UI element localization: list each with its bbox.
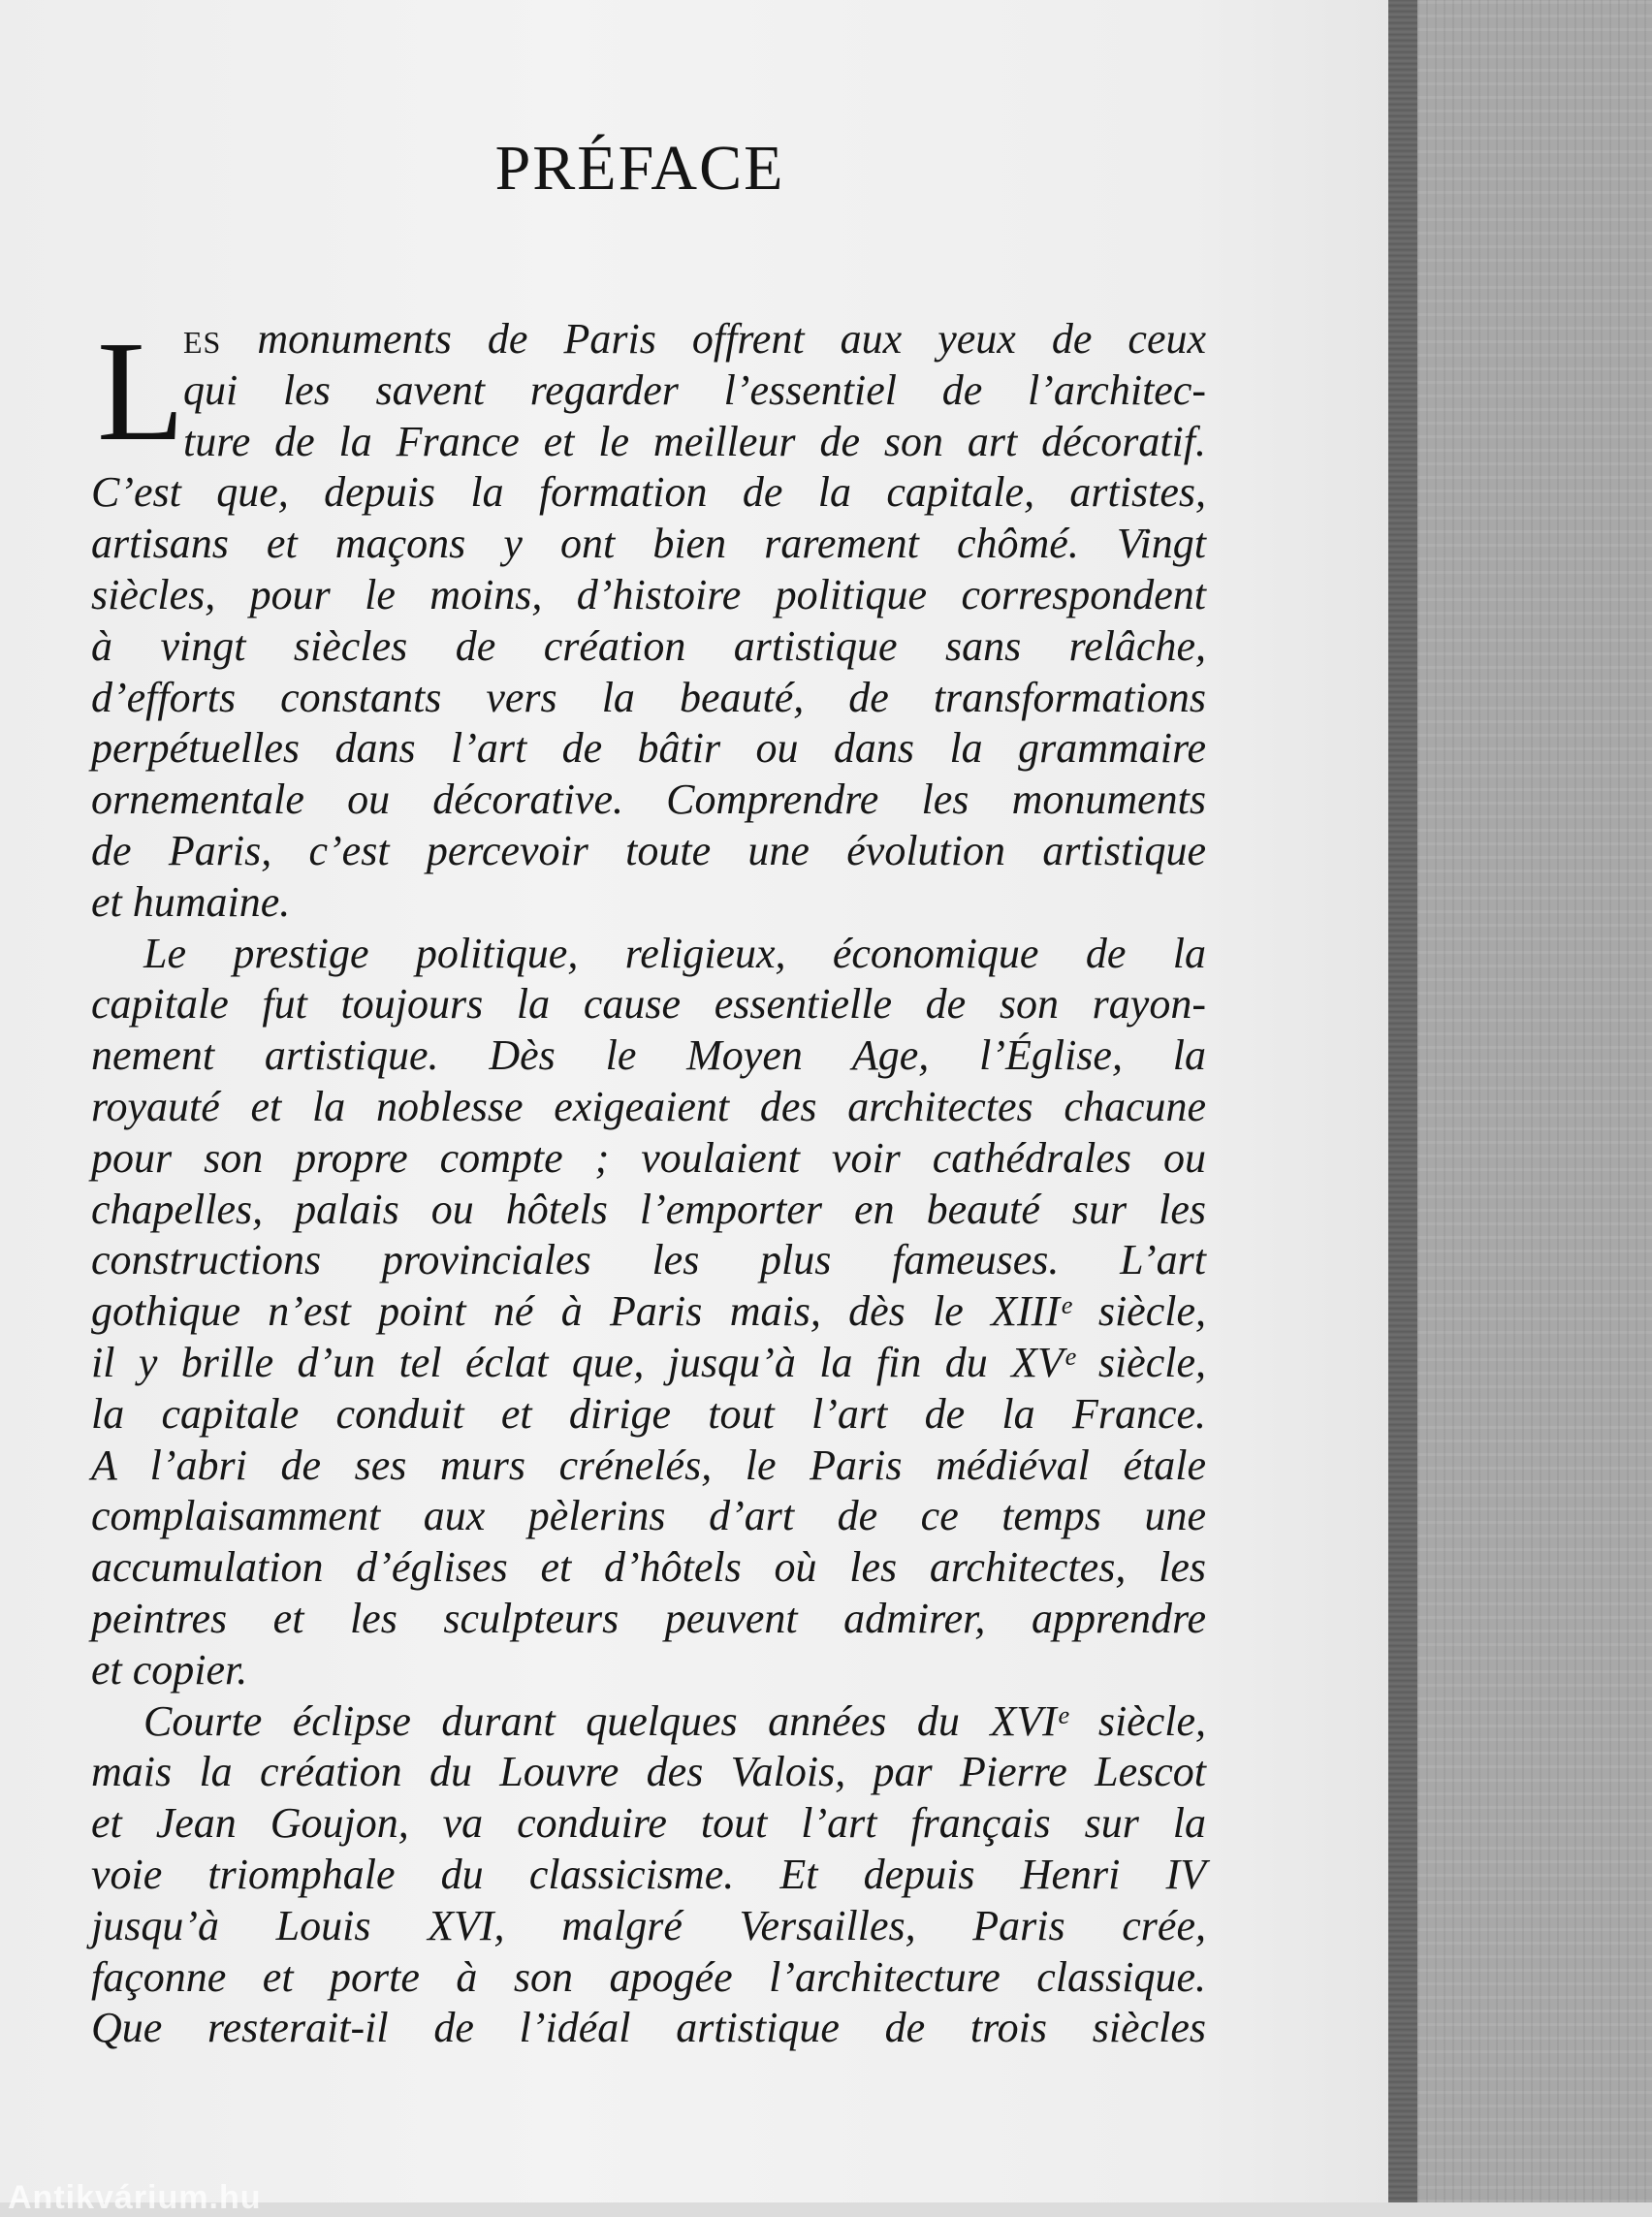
background-cloth bbox=[1417, 0, 1652, 2202]
text-line: artisans et maçons y ont bien rarement chômé. Vingt bbox=[91, 520, 1206, 568]
text-line: et Jean Goujon, va conduire tout l’art français sur la bbox=[91, 1799, 1206, 1848]
text-line: C’est que, depuis la formation de la capitale, artistes, bbox=[91, 468, 1206, 517]
text-line: A l’abri de ses murs crénelés, le Paris médiéval étale bbox=[91, 1441, 1206, 1489]
text-line: nement artistique. Dès le Moyen Age, l’Église, la bbox=[91, 1031, 1206, 1080]
text-line: la capitale conduit et dirige tout l’art de la France. bbox=[91, 1389, 1206, 1438]
drop-cap-continuation: ES bbox=[183, 325, 222, 360]
text-line: gothique n’est point né à Paris mais, dès le XIIIᵉ siècle, bbox=[91, 1287, 1206, 1336]
text-line: Que resterait-il de l’idéal artistique de trois siècles bbox=[91, 2004, 1206, 2052]
text-line: et copier. bbox=[91, 1645, 248, 1694]
text-line: capitale fut toujours la cause essentielle de son rayon- bbox=[91, 980, 1206, 1029]
text-line: ture de la France et le meilleur de son art décoratif. bbox=[183, 417, 1206, 465]
text-line: perpétuelles dans l’art de bâtir ou dans la grammaire bbox=[91, 724, 1206, 773]
text-line: façonne et porte à son apogée l’architecture classique. bbox=[91, 1952, 1206, 2001]
text-line: royauté et la noblesse exigeaient des architectes chacune bbox=[91, 1082, 1206, 1130]
text-line: d’efforts constants vers la beauté, de transformations bbox=[91, 673, 1206, 721]
text-line: Courte éclipse durant quelques années du XVIᵉ siècle, bbox=[143, 1696, 1206, 1745]
page-title: PRÉFACE bbox=[494, 133, 785, 204]
text-line: et humaine. bbox=[91, 877, 291, 926]
text-line: de Paris, c’est percevoir toute une évolution artistique bbox=[91, 826, 1206, 874]
drop-cap: L bbox=[97, 312, 185, 471]
text-line: Le prestige politique, religieux, économique de la bbox=[143, 929, 1206, 977]
text-line: siècles, pour le moins, d’histoire politique correspondent bbox=[91, 570, 1206, 618]
text-line: complaisamment aux pèlerins d’art de ce temps une bbox=[91, 1492, 1206, 1540]
book-binding-edge bbox=[1388, 0, 1417, 2202]
text-line: peintres et les sculpteurs peuvent admirer, apprendre bbox=[91, 1594, 1206, 1642]
text-line: ornementale ou décorative. Comprendre les monuments bbox=[91, 776, 1206, 824]
text-line: jusqu’à Louis XVI, malgré Versailles, Paris crée, bbox=[91, 1901, 1206, 1949]
text-line: à vingt siècles de création artistique sans relâche, bbox=[91, 621, 1206, 670]
watermark: Antikvárium.hu bbox=[8, 2179, 262, 2216]
text-line: il y brille d’un tel éclat que, jusqu’à la fin du XVᵉ siècle, bbox=[91, 1338, 1206, 1386]
text-line: voie triomphale du classicisme. Et depuis Henri IV bbox=[91, 1850, 1206, 1898]
text-line: qui les savent regarder l’essentiel de l’architec- bbox=[183, 365, 1206, 414]
text-line: chapelles, palais ou hôtels l’emporter en beauté sur les bbox=[91, 1185, 1206, 1233]
text-line: pour son propre compte ; voulaient voir cathédrales ou bbox=[91, 1133, 1206, 1182]
text-line: ES monuments de Paris offrent aux yeux de ceux bbox=[183, 315, 1207, 363]
text-line: constructions provinciales les plus fameuses. L’art bbox=[91, 1236, 1206, 1284]
text-line: accumulation d’églises et d’hôtels où les architectes, les bbox=[91, 1543, 1206, 1592]
preface-text bbox=[91, 314, 1206, 2054]
text-line: mais la création du Louvre des Valois, par Pierre Lescot bbox=[91, 1748, 1206, 1796]
